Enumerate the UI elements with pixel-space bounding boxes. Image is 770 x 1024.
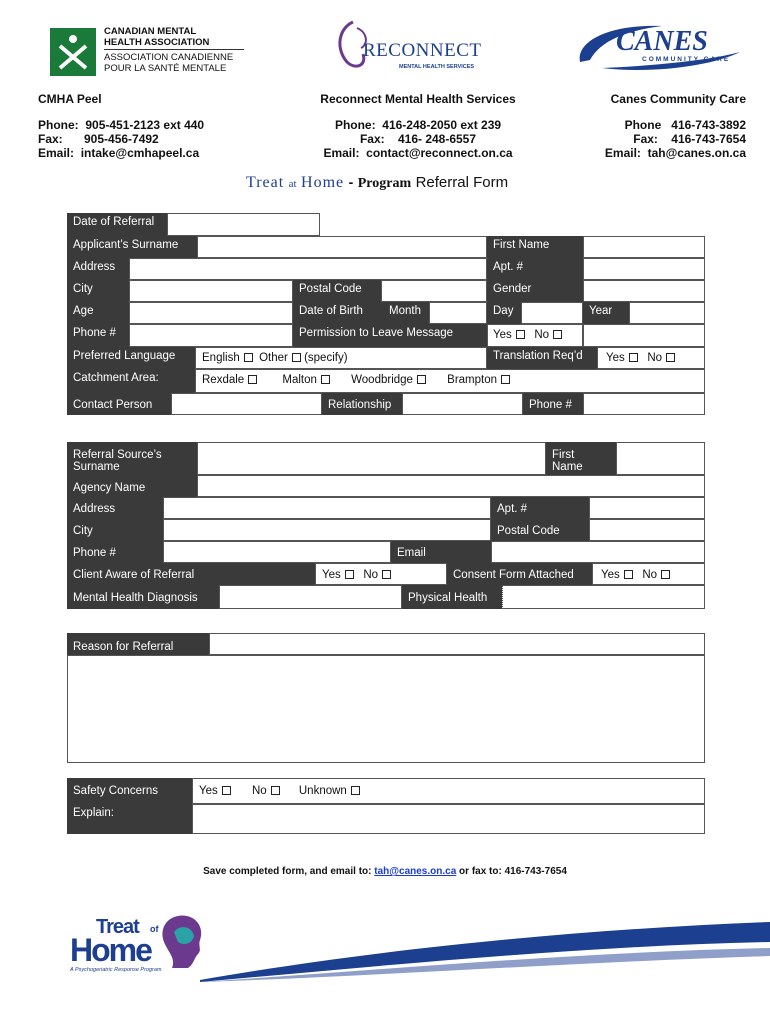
other-checkbox[interactable] bbox=[292, 353, 301, 362]
canes-phone: 416-743-3892 bbox=[671, 118, 746, 132]
client-aware-yes-checkbox[interactable] bbox=[345, 570, 354, 579]
source-postal-field[interactable] bbox=[589, 519, 705, 541]
age-field[interactable] bbox=[129, 302, 293, 324]
title-treat: Treat bbox=[246, 174, 285, 191]
english-checkbox[interactable] bbox=[244, 353, 253, 362]
safety-unknown-label: Unknown bbox=[298, 785, 347, 797]
agency-label: Agency Name bbox=[67, 475, 197, 497]
translation-options bbox=[597, 347, 705, 369]
permission-blank bbox=[583, 324, 705, 347]
cmha-name: CMHA Peel bbox=[38, 92, 102, 106]
source-first-label bbox=[546, 442, 616, 475]
footer-swoosh bbox=[200, 912, 770, 982]
gender-field[interactable] bbox=[583, 280, 705, 302]
reconnect-logo-sub: MENTAL HEALTH SERVICES bbox=[399, 64, 475, 70]
cmha-phone-label: Phone: bbox=[38, 118, 79, 132]
malton-label: Malton bbox=[282, 374, 317, 386]
cmha-fax: 905-456-7492 bbox=[84, 132, 159, 146]
source-first-field[interactable] bbox=[616, 442, 705, 475]
client-aware-no-label: No bbox=[363, 569, 379, 581]
source-apt-label: Apt. # bbox=[491, 497, 589, 519]
contact-person-field[interactable] bbox=[171, 393, 322, 415]
apt-field[interactable] bbox=[583, 258, 705, 280]
phone-field[interactable] bbox=[129, 324, 293, 347]
cmha-logo bbox=[50, 26, 245, 82]
source-postal-label: Postal Code bbox=[491, 519, 589, 541]
title-at: at bbox=[288, 178, 297, 190]
client-aware-yes-label: Yes bbox=[322, 569, 341, 581]
cmha-emblem-icon bbox=[50, 28, 96, 76]
cmha-logo-line4: POUR LA SANTÉ MENTALE bbox=[104, 63, 227, 74]
reconnect-email-label: Email: bbox=[323, 146, 360, 160]
contact-person-label: Contact Person bbox=[67, 393, 171, 415]
source-phone-field[interactable] bbox=[163, 541, 391, 563]
rexdale-label: Rexdale bbox=[202, 374, 245, 386]
postal-code-label: Postal Code bbox=[293, 280, 381, 302]
canes-name: Canes Community Care bbox=[610, 92, 746, 106]
logo-home: Home bbox=[70, 932, 151, 968]
source-city-label: City bbox=[67, 519, 163, 541]
client-aware-options bbox=[315, 563, 447, 585]
source-apt-field[interactable] bbox=[589, 497, 705, 519]
safety-unknown-checkbox[interactable] bbox=[351, 786, 360, 795]
source-first-line1: First bbox=[552, 449, 575, 461]
footer-save-text: Save completed form, and email to: bbox=[203, 866, 372, 877]
source-surname-line2: Surname bbox=[73, 461, 120, 473]
canes-fax: 416-743-7654 bbox=[671, 132, 746, 146]
year-field[interactable] bbox=[629, 302, 705, 324]
cmha-logo-line1: CANADIAN MENTAL bbox=[104, 26, 197, 37]
cmha-logo-line2: HEALTH ASSOCIATION bbox=[104, 37, 210, 48]
postal-code-field[interactable] bbox=[381, 280, 487, 302]
first-name-label: First Name bbox=[487, 236, 583, 258]
diagnosis-field[interactable] bbox=[219, 585, 402, 609]
cmha-fax-label: Fax: bbox=[38, 132, 63, 146]
source-address-field[interactable] bbox=[163, 497, 491, 519]
client-aware-no-checkbox[interactable] bbox=[382, 570, 391, 579]
reconnect-contact bbox=[290, 92, 546, 160]
source-surname-field[interactable] bbox=[197, 442, 546, 475]
reconnect-phone-label: Phone: bbox=[334, 118, 376, 132]
cmha-email: intake@cmhapeel.ca bbox=[80, 146, 200, 160]
treat-at-home-logo bbox=[66, 912, 206, 974]
relationship-label: Relationship bbox=[322, 393, 402, 415]
dob-label: Date of Birth bbox=[293, 302, 383, 324]
apt-label: Apt. # bbox=[487, 258, 583, 280]
translation-yes-label: Yes bbox=[606, 352, 625, 364]
permission-label: Permission to Leave Message bbox=[293, 324, 487, 347]
contact-phone-label: Phone # bbox=[523, 393, 583, 415]
physical-health-field[interactable] bbox=[502, 585, 705, 609]
cmha-email-label: Email: bbox=[38, 146, 75, 160]
permission-yes-checkbox[interactable] bbox=[516, 330, 525, 339]
woodbridge-label: Woodbridge bbox=[351, 374, 413, 386]
translation-label: Translation Req’d bbox=[487, 347, 597, 369]
reconnect-email: contact@reconnect.on.ca bbox=[366, 146, 513, 160]
footer-note bbox=[0, 866, 770, 877]
logo-of: of bbox=[150, 924, 159, 934]
source-email-label: Email bbox=[391, 541, 491, 563]
canes-logo bbox=[572, 22, 742, 74]
malton-checkbox[interactable] bbox=[321, 375, 330, 384]
head-profile-icon bbox=[158, 912, 206, 970]
footer-fax-text: or fax to: 416-743-7654 bbox=[459, 866, 567, 877]
permission-no-checkbox[interactable] bbox=[553, 330, 562, 339]
cmha-phone: 905-451-2123 ext 440 bbox=[85, 118, 205, 132]
client-aware-label: Client Aware of Referral bbox=[67, 563, 315, 585]
agency-field[interactable] bbox=[197, 475, 705, 497]
cmha-logo-line3: ASSOCIATION CANADIENNE bbox=[104, 52, 234, 63]
translation-no-checkbox[interactable] bbox=[666, 353, 675, 362]
explain-label: Explain: bbox=[67, 804, 192, 834]
month-field[interactable] bbox=[429, 302, 487, 324]
canes-contact bbox=[596, 92, 746, 160]
date-of-referral-field[interactable] bbox=[167, 213, 320, 236]
pref-lang-options bbox=[195, 347, 487, 369]
source-first-line2: Name bbox=[552, 461, 583, 473]
canes-phone-label: Phone bbox=[624, 118, 662, 132]
reconnect-logo-name: RECONNECT bbox=[363, 40, 482, 61]
title-rest: Referral Form bbox=[415, 174, 509, 191]
source-address-label: Address bbox=[67, 497, 163, 519]
reconnect-name: Reconnect Mental Health Services bbox=[320, 92, 516, 106]
source-surname-label bbox=[67, 442, 197, 475]
first-name-field[interactable] bbox=[583, 236, 705, 258]
physical-health-label: Physical Health bbox=[402, 585, 502, 609]
safety-no-checkbox[interactable] bbox=[271, 786, 280, 795]
city-label: City bbox=[67, 280, 129, 302]
contact-phone-field[interactable] bbox=[583, 393, 705, 415]
consent-no-label: No bbox=[642, 569, 658, 581]
logo-treat: Treat bbox=[96, 916, 139, 938]
canes-logo-sub: COMMUNITY CARE bbox=[642, 56, 731, 63]
brampton-checkbox[interactable] bbox=[501, 375, 510, 384]
canes-email: tah@canes.on.ca bbox=[647, 146, 746, 160]
consent-options bbox=[592, 563, 705, 585]
translation-no-label: No bbox=[647, 352, 663, 364]
day-field[interactable] bbox=[521, 302, 583, 324]
title-program: Program bbox=[357, 176, 412, 191]
translation-yes-checkbox[interactable] bbox=[629, 353, 638, 362]
source-email-field[interactable] bbox=[491, 541, 705, 563]
source-phone-label: Phone # bbox=[67, 541, 163, 563]
consent-yes-label: Yes bbox=[601, 569, 620, 581]
consent-no-checkbox[interactable] bbox=[661, 570, 670, 579]
english-label: English bbox=[202, 352, 240, 364]
reason-label: Reason for Referral bbox=[67, 633, 209, 655]
canes-email-label: Email: bbox=[604, 146, 641, 160]
address-field[interactable] bbox=[129, 258, 487, 280]
reconnect-phone: 416-248-2050 ext 239 bbox=[382, 118, 502, 132]
catchment-label: Catchment Area: bbox=[67, 369, 195, 393]
gender-label: Gender bbox=[487, 280, 583, 302]
permission-yes-label: Yes bbox=[493, 329, 512, 341]
catchment-options bbox=[195, 369, 705, 393]
address-label: Address bbox=[67, 258, 129, 280]
woodbridge-checkbox[interactable] bbox=[417, 375, 426, 384]
safety-options bbox=[192, 778, 705, 804]
brampton-label: Brampton bbox=[447, 374, 498, 386]
logo-tagline: A Psychogeriatric Response Program bbox=[70, 967, 162, 973]
year-label: Year bbox=[583, 302, 629, 324]
city-field[interactable] bbox=[129, 280, 293, 302]
cmha-contact bbox=[38, 92, 204, 160]
safety-label: Safety Concerns bbox=[67, 778, 192, 804]
phone-label: Phone # bbox=[67, 324, 129, 347]
reconnect-fax-label: Fax: bbox=[359, 132, 385, 146]
safety-no-label: No bbox=[251, 785, 267, 797]
date-of-referral-label: Date of Referral bbox=[67, 213, 167, 236]
consent-yes-checkbox[interactable] bbox=[624, 570, 633, 579]
footer-email-link[interactable]: tah@canes.on.ca bbox=[374, 866, 457, 877]
title-home: Home bbox=[301, 174, 345, 191]
reconnect-logo bbox=[333, 18, 483, 76]
reason-textarea[interactable] bbox=[67, 655, 705, 763]
specify-label: (specify) bbox=[304, 352, 348, 364]
permission-options bbox=[487, 324, 583, 347]
diagnosis-label: Mental Health Diagnosis bbox=[67, 585, 219, 609]
rexdale-checkbox[interactable] bbox=[248, 375, 257, 384]
reason-top-field bbox=[209, 633, 705, 655]
safety-yes-checkbox[interactable] bbox=[222, 786, 231, 795]
consent-label: Consent Form Attached bbox=[447, 563, 592, 585]
age-label: Age bbox=[67, 302, 129, 324]
form-title bbox=[246, 174, 508, 192]
reconnect-fax: 416- 248-6557 bbox=[397, 132, 477, 146]
title-dash: - bbox=[348, 174, 354, 190]
source-city-field[interactable] bbox=[163, 519, 491, 541]
relationship-field[interactable] bbox=[402, 393, 523, 415]
month-label: Month bbox=[383, 302, 429, 324]
canes-fax-label: Fax: bbox=[633, 132, 658, 146]
pref-lang-label: Preferred Language bbox=[67, 347, 195, 369]
day-label: Day bbox=[487, 302, 521, 324]
source-surname-line1: Referral Source’s bbox=[73, 449, 162, 461]
permission-no-label: No bbox=[534, 329, 550, 341]
canes-logo-name: CANES bbox=[616, 26, 708, 57]
applicant-surname-label: Applicant’s Surname bbox=[67, 236, 197, 258]
explain-field[interactable] bbox=[192, 804, 705, 834]
safety-yes-label: Yes bbox=[199, 785, 218, 797]
other-label: Other bbox=[259, 352, 288, 364]
applicant-surname-field[interactable] bbox=[197, 236, 487, 258]
